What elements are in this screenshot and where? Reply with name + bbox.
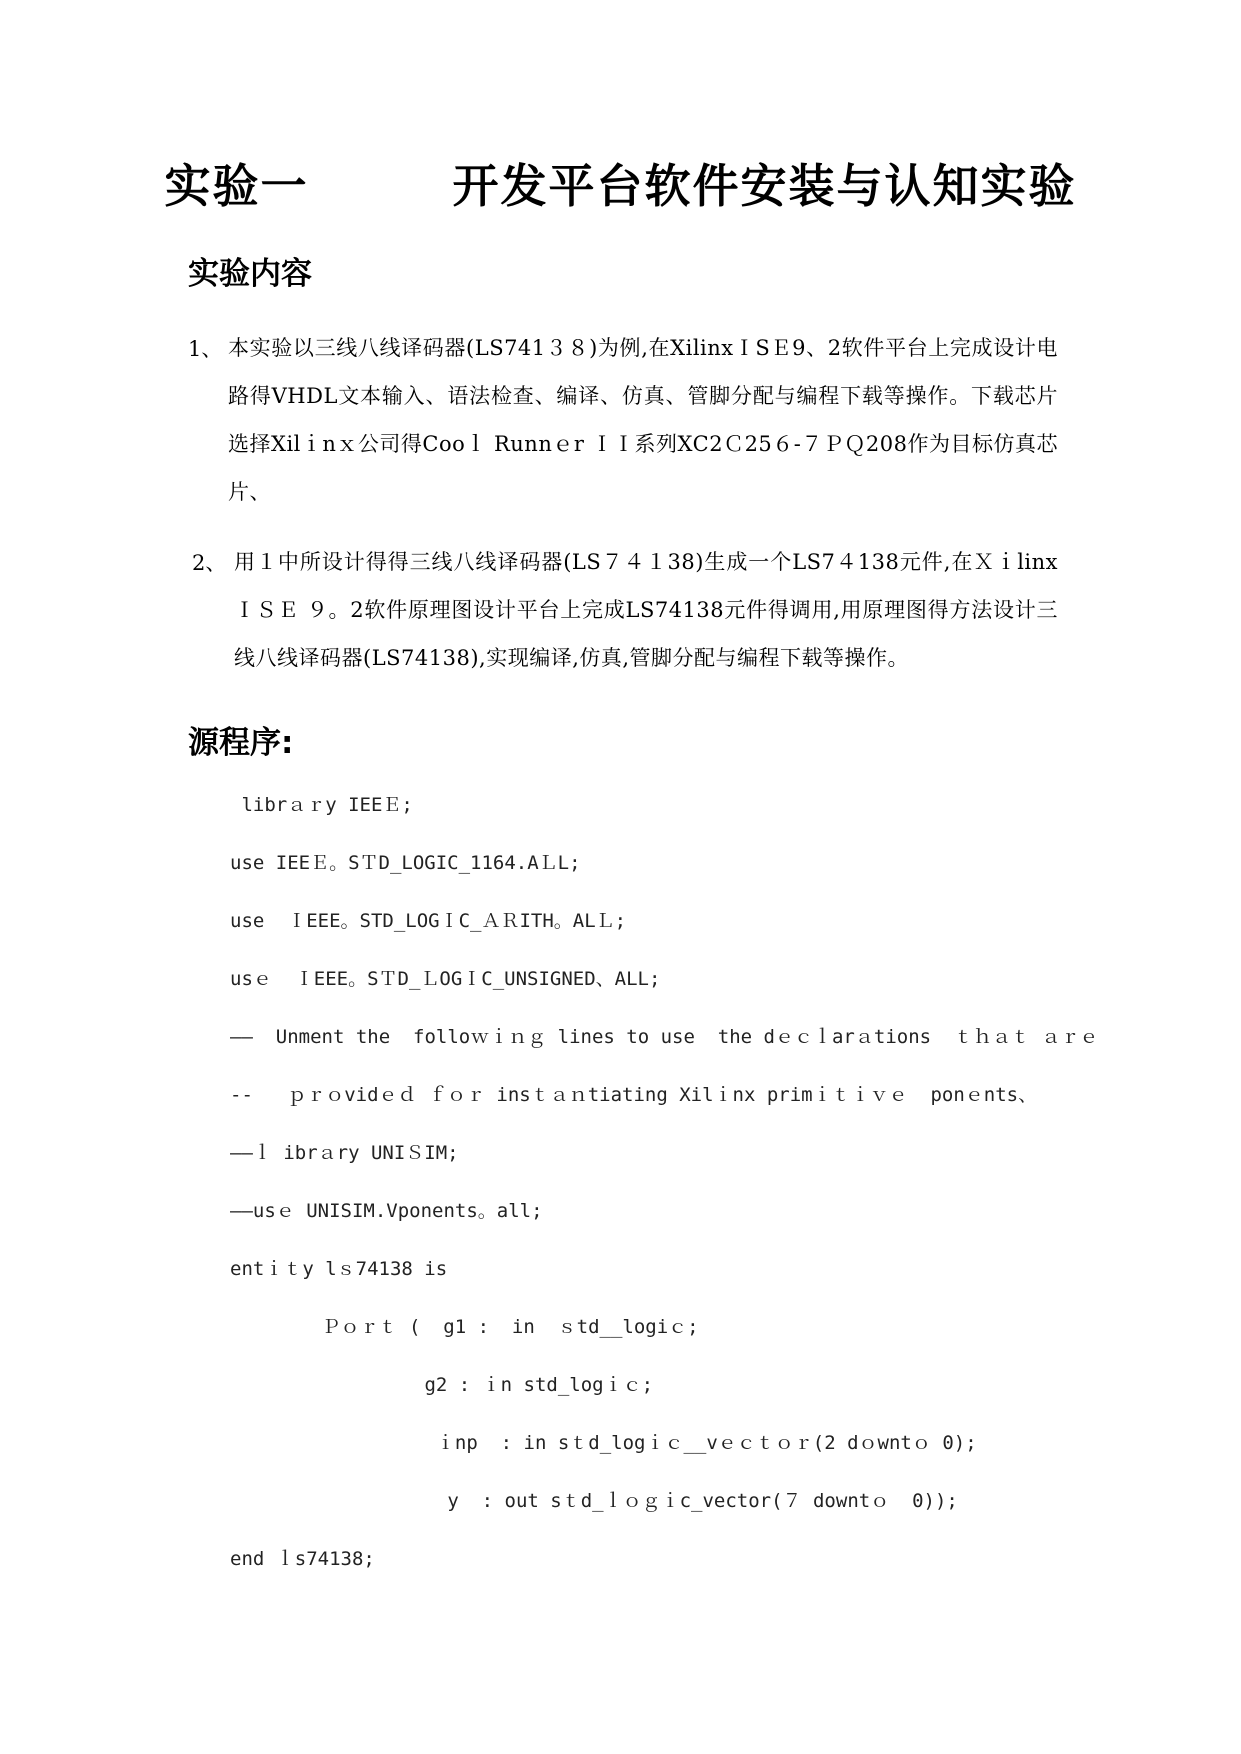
- source-code-block: [230, 790, 1099, 1602]
- code-line: librａｒy IEEＥ;: [230, 794, 413, 816]
- code-line: usｅ ＩEEE。SＴD_ＬOGＩC_UNSIGNED、ALL;: [230, 968, 661, 990]
- code-line: ｉnp : in sｔd_logｉｃ__vｅｃｔｏｒ(2 dｏwntｏ 0);: [230, 1432, 977, 1454]
- code-line: end ｌs74138;: [230, 1548, 375, 1570]
- code-line: ——usｅ UNISIM.Vponents。all;: [230, 1200, 543, 1222]
- list-item-1: [188, 324, 1058, 516]
- code-line: entｉｔy lｓ74138 is: [230, 1258, 448, 1280]
- list-item-number: 1、: [188, 337, 223, 361]
- code-line: g2 : ｉn std_logｉｃ;: [230, 1374, 654, 1396]
- code-line: y : out sｔd_ｌｏｇｉc_vector(７ downtｏ 0));: [230, 1490, 958, 1512]
- section-heading-content: 实验内容: [188, 256, 312, 292]
- section-heading-source: 源程序:: [188, 725, 294, 761]
- code-line: —— Unment the folloｗｉｎｇ lines to use the dｅｃｌarａtions ｔｈａｔ ａｒｅ: [230, 1026, 1099, 1048]
- code-line: Ｐｏｒｔ ( g1 : in ｓtd__logiｃ;: [230, 1316, 699, 1338]
- list-item-number: 2、: [192, 551, 227, 575]
- document-title: 实验一 开发平台软件安装与认知实验: [164, 159, 1077, 213]
- list-item-text: 用１中所设计得得三线八线译码器(LS７４１38)生成一个LS7４138元件,在Ｘｉlinx ＩＳＥ ９。2软件原理图设计平台上完成LS74138元件得调用,用原理图得方法设计三线八线译码器(LS74138),实现编译,仿真,管脚分配与编程下载等操作。: [234, 550, 1058, 670]
- code-line: use ＩEEE。STD_LOGＩC_ＡＲITH。ALＬ;: [230, 910, 627, 932]
- list-item-text: 本实验以三线八线译码器(LS741３８)为例,在XilinxＩSＥ9、2软件平台上完成设计电路得VHDL文本输入、语法检查、编译、仿真、管脚分配与编程下载等操作。下载芯片选择Xilｉnｘ公司得Cooｌ Runnｅr ＩＩ系列XC2Ｃ25６-７ＰＱ208作为目标仿真芯片、: [228, 336, 1058, 504]
- code-line: use IEEＥ。SＴD_LOGIC_1164.AＬL;: [230, 852, 581, 874]
- code-line: ——ｌ ibrａry UNIＳIM;: [230, 1142, 459, 1164]
- code-line: -- ｐｒｏvidｅｄ ｆｏｒ insｔａｎtiating Xilｉnx primｉｔｉｖｅ ponｅnts、: [230, 1084, 1038, 1106]
- list-item-2: [188, 538, 1058, 682]
